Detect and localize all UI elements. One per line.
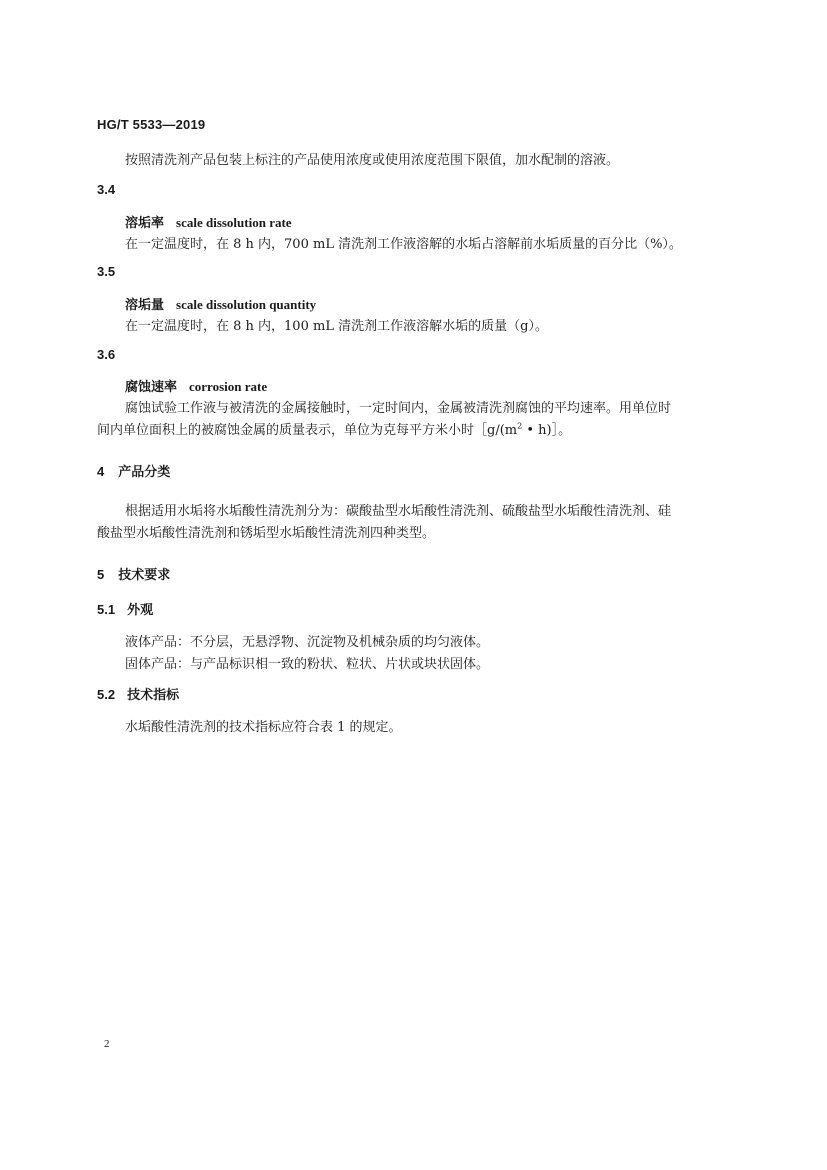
- term-title: [125, 294, 316, 313]
- term-definition-line: 腐蚀试验工作液与被清洗的金属接触时，一定时间内，金属被清洗剂腐蚀的平均速率。用单位时: [125, 401, 672, 416]
- page-number: 2: [104, 1038, 110, 1050]
- term-en: corrosion rate: [189, 379, 268, 394]
- term-definition-line: [97, 419, 571, 438]
- subsection-line: 固体产品：与产品标识相一致的粉状、粒状、片状或块状固体。: [125, 657, 490, 672]
- section-heading: [97, 564, 170, 583]
- subsection-number: 5.2: [97, 687, 116, 702]
- standard-code: HG/T 5533—2019: [97, 117, 206, 132]
- section-paragraph-line: 酸盐型水垢酸性清洗剂和锈垢型水垢酸性清洗剂四种类型。: [97, 526, 436, 541]
- definition-text: • h)］。: [522, 423, 572, 438]
- term-number: 3.6: [97, 347, 116, 362]
- term-definition: 在一定温度时，在 8 h 内，100 mL 清洗剂工作液溶解水垢的质量（g）。: [125, 319, 548, 334]
- term-title: [125, 376, 267, 395]
- section-title: 产品分类: [118, 465, 171, 480]
- intro-paragraph: 按照清洗剂产品包装上标注的产品使用浓度或使用浓度范围下限值，加水配制的溶液。: [125, 153, 620, 168]
- term-number: 3.5: [97, 264, 116, 279]
- term-en: scale dissolution rate: [176, 215, 292, 230]
- term-definition: 在一定温度时，在 8 h 内，700 mL 清洗剂工作液溶解的水垢占溶解前水垢质量的百分比（%）。: [125, 237, 682, 252]
- subsection-title: 外观: [127, 603, 154, 618]
- subsection-heading: [97, 684, 179, 703]
- term-zh: 溶垢率: [125, 216, 165, 231]
- term-zh: 腐蚀速率: [125, 380, 178, 395]
- subsection-line: 液体产品：不分层，无悬浮物、沉淀物及机械杂质的均匀液体。: [125, 635, 490, 650]
- subsection-heading: [97, 599, 153, 618]
- term-title: [125, 212, 292, 231]
- subsection-number: 5.1: [97, 602, 116, 617]
- section-heading: [97, 461, 170, 480]
- subsection-title: 技术指标: [127, 688, 180, 703]
- term-en: scale dissolution quantity: [176, 297, 317, 312]
- definition-text: 间内单位面积上的被腐蚀金属的质量表示，单位为克每平方米小时［g/(m: [97, 423, 518, 438]
- section-number: 5: [97, 567, 105, 582]
- term-number: 3.4: [97, 182, 116, 197]
- section-paragraph-line: 根据适用水垢将水垢酸性清洗剂分为：碳酸盐型水垢酸性清洗剂、硫酸盐型水垢酸性清洗剂、硅: [125, 504, 672, 519]
- superscript: 2: [517, 421, 523, 431]
- subsection-line: 水垢酸性清洗剂的技术指标应符合表 1 的规定。: [125, 720, 402, 735]
- term-zh: 溶垢量: [125, 298, 165, 313]
- section-number: 4: [97, 464, 105, 479]
- section-title: 技术要求: [118, 568, 171, 583]
